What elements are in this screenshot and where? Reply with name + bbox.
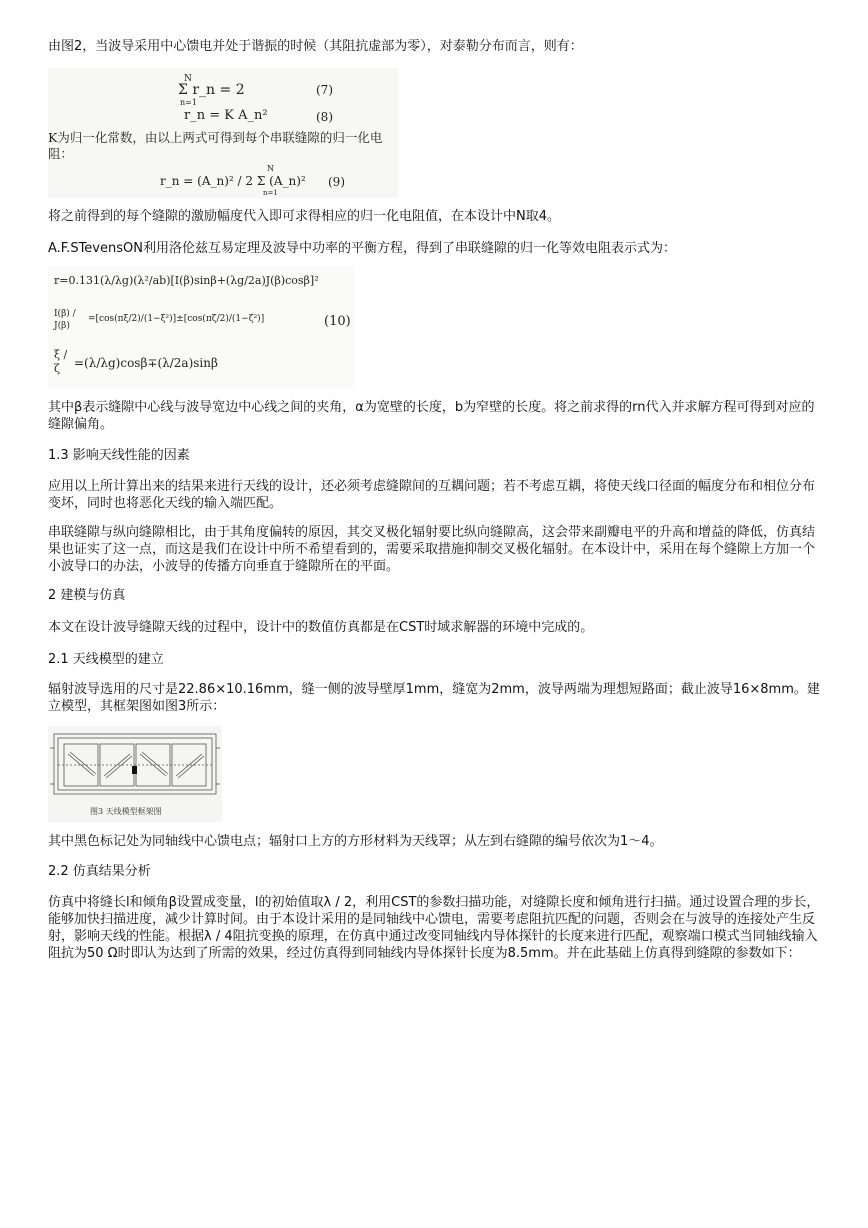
equation-10-line-1: r=0.131(λ/λg)(λ²/ab)[I(β)sinβ+(λg/2a)J(β)cosβ]² (54, 274, 319, 287)
equation-text: K为归一化常数，由以上两式可得到每个串联缝隙的归一化电阻： (48, 130, 383, 161)
paragraph: 仿真中将缝长l和倾角β设置成变量，l的初始值取λ / 2，利用CST的参数扫描功能，对缝隙长度和倾角进行扫描。通过设置合理的步长，能够加快扫描进度，减少计算时间。由于本设计采用的是同轴线中心馈电，需要考虑阻抗匹配的问题，否则会在与波导的连接处产生反射，影响天线的性能。根据λ / 4阻抗变换的原理，在仿真中通过改变同轴线内导体探针的长度来进行匹配，观察端口模式当同轴线输入阻抗为50 Ω时即认为达到了所需的效果，经过仿真得到同轴线内导体探针长度为8.5mm。并在此基础上仿真得到缝隙的参数如下： (48, 895, 820, 961)
equation-10-line-3-lhs: ξ / ζ (54, 348, 68, 375)
sum-lower-limit: n=1 (263, 189, 278, 197)
sum-upper-limit: N (267, 164, 274, 173)
equation-number-8: (8) (316, 110, 333, 124)
paragraph: 应用以上所计算出来的结果来进行天线的设计，还必须考虑缝隙间的互耦问题；若不考虑互耦，将使天线口径面的幅度分布和相位分布变坏，同时也将恶化天线的输入端匹配。 (48, 479, 816, 511)
figure-3-caption: 图3 天线模型框架图 (90, 807, 162, 816)
paragraph: 将之前得到的每个缝隙的激励幅度代入即可求得相应的归一化电阻值，在本设计中N取4。 (48, 209, 560, 224)
equation-8: r_n = K A_n² (184, 108, 268, 123)
equation-image-7-9 (48, 68, 398, 198)
paragraph: 串联缝隙与纵向缝隙相比，由于其角度偏转的原因，其交叉极化辐射要比纵向缝隙高，这会带来副瓣电平的升高和增益的降低，仿真结果也证实了这一点，而这是我们在设计中所不希望看到的，需要采取措施抑制交叉极化辐射。在本设计中，采用在每个缝隙上方加一个小波导口的办法，小波导的传播方向垂直于缝隙所在的平面。 (48, 525, 816, 574)
section-heading: 2.1 天线模型的建立 (48, 652, 164, 667)
antenna-frame-drawing (48, 726, 222, 822)
paragraph: 由图2，当波导采用中心馈电并处于谐振的时候（其阻抗虚部为零），对泰勒分布而言，则有： (48, 39, 583, 54)
equation-9: r_n = (A_n)² / 2 Σ (A_n)² (160, 174, 306, 188)
paragraph: 辐射波导选用的尺寸是22.86×10.16mm，缝一侧的波导壁厚1mm，缝宽为2mm，波导两端为理想短路面；截止波导16×8mm。建立模型，其框架图如图3所示： (48, 682, 820, 714)
paragraph: 其中黑色标记处为同轴线中心馈电点；辐射口上方的方形材料为天线罩；从左到右缝隙的编号依次为1～4。 (48, 834, 663, 849)
equation-10-line-2-rhs: =[cos(πξ/2)/(1−ξ²)]±[cos(πζ/2)/(1−ζ²)] (88, 314, 265, 324)
equation-7: Σ r_n = 2 (178, 82, 245, 98)
paragraph: A.F.STevensON利用洛伦兹互易定理及波导中功率的平衡方程，得到了串联缝隙的归一化等效电阻表示式为： (48, 241, 676, 256)
equation-number-10: (10) (324, 314, 351, 329)
paragraph: 其中β表示缝隙中心线与波导宽边中心线之间的夹角，α为宽壁的长度，b为窄壁的长度。将之前求得的rn代入并求解方程可得到对应的缝隙偏角。 (48, 400, 815, 432)
figure-3-antenna-frame (48, 726, 222, 822)
section-heading: 1.3 影响天线性能的因素 (48, 448, 190, 463)
paragraph: 本文在设计波导缝隙天线的过程中，设计中的数值仿真都是在CST时域求解器的环境中完成的。 (48, 620, 594, 635)
sum-upper-limit: N (184, 74, 192, 84)
equation-10-line-2-lhs: I(β) / J(β) (54, 309, 76, 331)
equation-number-9: (9) (328, 175, 345, 189)
section-heading: 2 建模与仿真 (48, 588, 126, 603)
sum-lower-limit: n=1 (180, 98, 197, 107)
equation-number-7: (7) (316, 83, 333, 97)
equation-10-line-3-rhs: =(λ/λg)cosβ∓(λ/2a)sinβ (74, 356, 218, 370)
equation-image-10 (48, 266, 354, 388)
section-heading: 2.2 仿真结果分析 (48, 864, 151, 879)
feed-point-marker (132, 766, 137, 774)
